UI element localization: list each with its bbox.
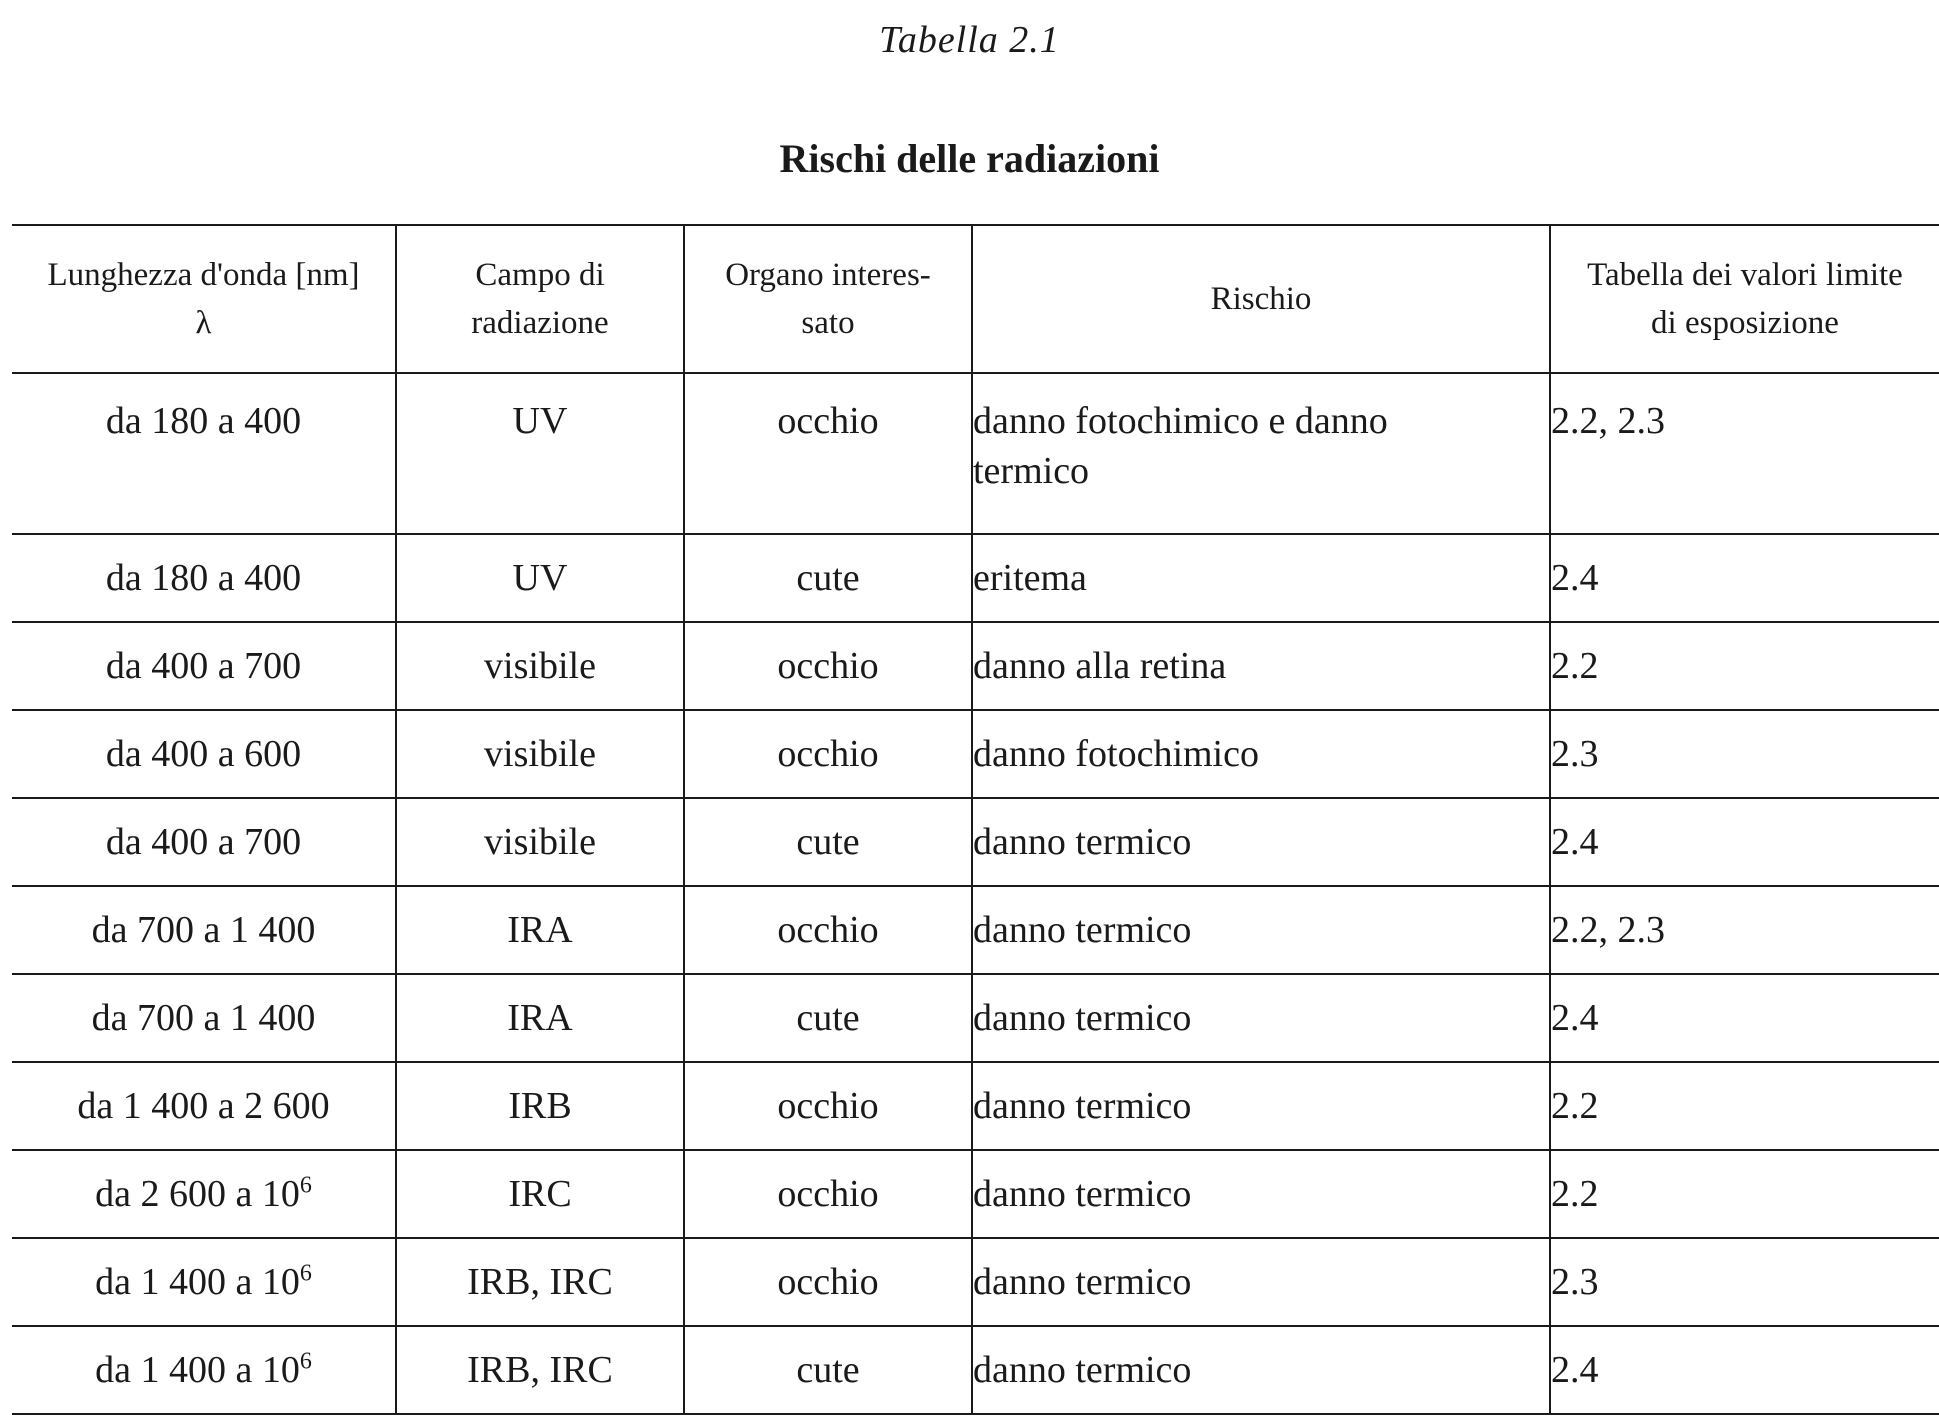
wavelength-exponent: 6: [299, 1172, 312, 1199]
table-row: [12, 622, 1939, 710]
wavelength-cell: [12, 1238, 396, 1326]
limits-table-cell: 2.4: [1550, 974, 1939, 1062]
wavelength-base: da 2 600 a 10: [95, 1173, 300, 1215]
organ-cell: occhio: [684, 373, 972, 534]
risk-cell: [972, 373, 1550, 534]
header-wavelength-label: Lunghezza d'onda [nm]: [47, 257, 360, 293]
table-row: [12, 1062, 1939, 1150]
limits-table-cell: 2.4: [1550, 798, 1939, 886]
table-row: [12, 1238, 1939, 1326]
wavelength-cell: da 700 a 1 400: [12, 974, 396, 1062]
field-cell: visibile: [396, 622, 684, 710]
header-risk-label: Rischio: [1210, 281, 1312, 317]
limits-table-cell: 2.4: [1550, 1326, 1939, 1414]
wavelength-base: da 1 400 a 10: [95, 1349, 300, 1391]
wavelength-cell: da 180 a 400: [12, 534, 396, 622]
field-cell: IRA: [396, 886, 684, 974]
wavelength-base: da 1 400 a 10: [95, 1261, 300, 1303]
header-wavelength-symbol: λ: [195, 305, 212, 341]
field-cell: IRC: [396, 1150, 684, 1238]
wavelength-cell: [12, 1150, 396, 1238]
header-organ-line2: sato: [801, 305, 855, 341]
organ-cell: occhio: [684, 1238, 972, 1326]
risk-cell: danno fotochimico: [972, 710, 1550, 798]
wavelength-exponent: 6: [299, 1260, 312, 1287]
organ-cell: occhio: [684, 622, 972, 710]
table-row: [12, 1150, 1939, 1238]
wavelength-cell: da 180 a 400: [12, 373, 396, 534]
risk-cell: danno termico: [972, 886, 1550, 974]
limits-table-cell: 2.3: [1550, 1238, 1939, 1326]
risk-cell: danno termico: [972, 974, 1550, 1062]
field-cell: IRA: [396, 974, 684, 1062]
wavelength-cell: da 700 a 1 400: [12, 886, 396, 974]
risk-cell: danno alla retina: [972, 622, 1550, 710]
wavelength-exponent: 6: [299, 1348, 312, 1375]
field-cell: IRB: [396, 1062, 684, 1150]
risk-cell: danno termico: [972, 1238, 1550, 1326]
header-limits-line1: Tabella dei valori limite: [1587, 257, 1903, 293]
header-organ: [684, 225, 972, 373]
risk-cell: danno termico: [972, 1062, 1550, 1150]
limits-table-cell: 2.2: [1550, 1150, 1939, 1238]
limits-table-cell: 2.2: [1550, 622, 1939, 710]
header-organ-line1: Organo interes-: [725, 257, 931, 293]
limits-table-cell: 2.4: [1550, 534, 1939, 622]
table-row: [12, 1326, 1939, 1414]
table-row: [12, 534, 1939, 622]
table-row: [12, 798, 1939, 886]
field-cell: UV: [396, 373, 684, 534]
organ-cell: cute: [684, 974, 972, 1062]
organ-cell: occhio: [684, 1062, 972, 1150]
header-risk: [972, 225, 1550, 373]
risk-cell-line1: danno fotochimico e danno: [973, 400, 1388, 442]
organ-cell: occhio: [684, 710, 972, 798]
organ-cell: occhio: [684, 1150, 972, 1238]
wavelength-cell: da 400 a 700: [12, 622, 396, 710]
table-caption: Tabella 2.1: [879, 19, 1060, 61]
risk-cell-line2: termico: [973, 450, 1090, 492]
table-title: Rischi delle radiazioni: [779, 136, 1160, 181]
header-limits: [1550, 225, 1939, 373]
header-wavelength: [12, 225, 396, 373]
organ-cell: cute: [684, 534, 972, 622]
field-cell: IRB, IRC: [396, 1238, 684, 1326]
field-cell: visibile: [396, 710, 684, 798]
risk-cell: danno termico: [972, 1150, 1550, 1238]
risk-cell: danno termico: [972, 798, 1550, 886]
organ-cell: cute: [684, 798, 972, 886]
limits-table-cell: 2.3: [1550, 710, 1939, 798]
wavelength-cell: da 400 a 700: [12, 798, 396, 886]
organ-cell: occhio: [684, 886, 972, 974]
header-field-line2: radiazione: [471, 305, 609, 341]
radiation-risk-table: [12, 224, 1939, 1415]
limits-table-cell: 2.2: [1550, 1062, 1939, 1150]
field-cell: UV: [396, 534, 684, 622]
header-field-line1: Campo di: [475, 257, 605, 293]
header-field: [396, 225, 684, 373]
risk-cell: eritema: [972, 534, 1550, 622]
limits-table-cell: 2.2, 2.3: [1550, 373, 1939, 534]
limits-table-cell: 2.2, 2.3: [1550, 886, 1939, 974]
header-limits-line2: di esposizione: [1651, 305, 1839, 341]
header-row: [12, 225, 1939, 373]
wavelength-cell: da 400 a 600: [12, 710, 396, 798]
field-cell: IRB, IRC: [396, 1326, 684, 1414]
field-cell: visibile: [396, 798, 684, 886]
risk-cell: danno termico: [972, 1326, 1550, 1414]
wavelength-cell: da 1 400 a 2 600: [12, 1062, 396, 1150]
table-row: [12, 710, 1939, 798]
wavelength-cell: [12, 1326, 396, 1414]
table-row: [12, 886, 1939, 974]
organ-cell: cute: [684, 1326, 972, 1414]
table-row: [12, 373, 1939, 534]
table-row: [12, 974, 1939, 1062]
